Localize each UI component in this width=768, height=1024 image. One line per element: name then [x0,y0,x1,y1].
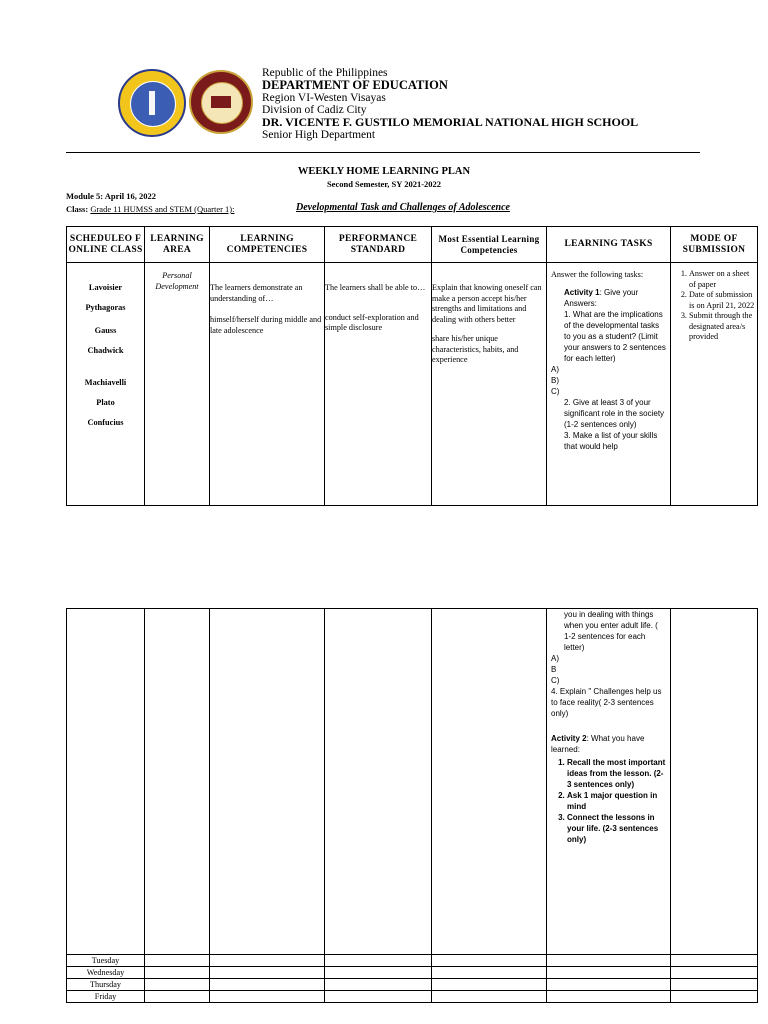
activity-2-heading [551,733,666,755]
task-item: B) [551,375,559,385]
class-name: Chadwick [87,346,124,355]
task-item: 3. Make a list of your skills that would help [564,430,658,451]
task-item: A) [551,654,559,663]
table-row [67,609,758,955]
task-item: you in dealing with things when you enter adult life. ( 1-2 sentences for each letter) [564,610,658,652]
activity-2-text: : What you have learned: [551,734,645,754]
competencies-cell [210,263,325,506]
book-icon [211,96,231,108]
class-name: Gauss [94,326,117,335]
learning-plan-table [66,226,758,506]
day-row [67,991,758,1003]
day-label: Thursday [67,979,145,991]
task-item: A) [551,364,559,374]
submission-item: 1. Answer on a sheet of paper [689,269,757,290]
mode-of-submission-cell [671,263,758,506]
header-department: DEPARTMENT OF EDUCATION [262,78,448,92]
learning-plan-table-continued [66,608,758,1003]
class-name: Confucius [87,418,124,427]
task-item: B [551,665,557,674]
melc-text: Explain that knowing oneself can make a person accept his/her strengths and limitations and dealing with others better [432,283,542,324]
task-item: 2. Give at least 3 of your significant role in the society (1-2 sentences only) [564,397,665,429]
table-header-row [67,227,758,263]
class-label: Class: [66,204,89,214]
task-item: C) [551,386,560,396]
school-seal [189,70,253,134]
header-school: DR. VICENTE F. GUSTILO MEMORIAL NATIONAL HIGH SCHOOL [262,115,639,129]
plan-subtitle: Second Semester, SY 2021-2022 [326,179,442,189]
melc-cell [432,263,547,506]
class-name: Lavoisier [88,283,123,292]
class-name: Machiavelli [84,378,127,387]
day-row [67,967,758,979]
day-label: Tuesday [67,955,145,967]
class-name: Plato [96,398,115,407]
module-label: Module 5: April 16, 2022 [66,191,156,201]
col-header-area: LEARNING AREA [145,227,210,263]
plan-title: WEEKLY HOME LEARNING PLAN [297,166,471,177]
task-item: 1. What are the implications of the developmental tasks to you as a student? (Limit your answers to 2 sentences for each letter) [564,309,666,363]
header-divider [66,152,700,153]
performance-text: conduct self-exploration and simple disclosure [325,312,419,332]
learning-tasks-cell [547,263,671,506]
col-header-melc: Most Essential Learning Competencies [432,227,547,263]
task-list-part1 [551,309,666,452]
col-header-schedule: SCHEDULEO F ONLINE CLASS [67,227,145,263]
tasks-intro: Answer the following tasks: [551,270,644,279]
col-header-performance: PERFORMANCE STANDARD [325,227,432,263]
header-republic: Republic of the Philippines [262,67,388,79]
class-value: Grade 11 HUMSS and STEM (Quarter 1): [90,204,235,214]
activity-2-item: 1. Recall the most important ideas from the lesson. (2-3 sentences only) [567,757,666,790]
day-row [67,955,758,967]
activity-1-text: : Give your Answers: [564,287,639,308]
learning-area-cell: Personal Development [145,263,210,506]
performance-text: The learners shall be able to… [325,283,426,292]
col-header-competencies: LEARNING COMPETENCIES [210,227,325,263]
task-item: 4. Explain " Challenges help us to face reality( 2-3 sentences only) [551,687,662,718]
competency-text: The learners demonstrate an understanding of… [210,283,303,303]
activity-1-label: Activity 1 [564,287,600,297]
header-senior-high: Senior High Department [262,129,376,141]
activity-1-heading [551,287,666,309]
competency-text: himself/herself during middle and late adolescence [210,315,322,335]
table-row [67,263,758,506]
header-region: Region VI-Westen Visayas [262,92,386,104]
topic-title: Developmental Task and Challenges of Adolescence [296,202,510,213]
schedule-cell [67,263,145,506]
learning-tasks-continued-cell [547,609,671,955]
activity-2-item: 2. Ask 1 major question in mind [567,790,666,812]
performance-cell [325,263,432,506]
submission-item: 2. Date of submission is on April 21, 2022 [689,290,757,311]
deped-seal [118,69,186,137]
activity-2-item: 3. Connect the lessons in your life. (2-3 sentences only) [567,812,666,845]
day-row [67,979,758,991]
col-header-mode: MODE OF SUBMISSION [671,227,758,263]
activity-2-label: Activity 2 [551,734,587,743]
day-label: Wednesday [67,967,145,979]
class-name: Pythagoras [85,303,126,312]
submission-item: 3. Submit through the designated area/s provided [689,311,757,343]
melc-text: share his/her unique characteristics, habits, and experience [432,334,519,364]
header-division: Division of Cadiz City [262,104,367,116]
deped-seal-torch [149,91,155,115]
task-item: C) [551,676,560,685]
col-header-tasks: LEARNING TASKS [547,227,671,263]
day-label: Friday [67,991,145,1003]
class-line [66,204,235,214]
